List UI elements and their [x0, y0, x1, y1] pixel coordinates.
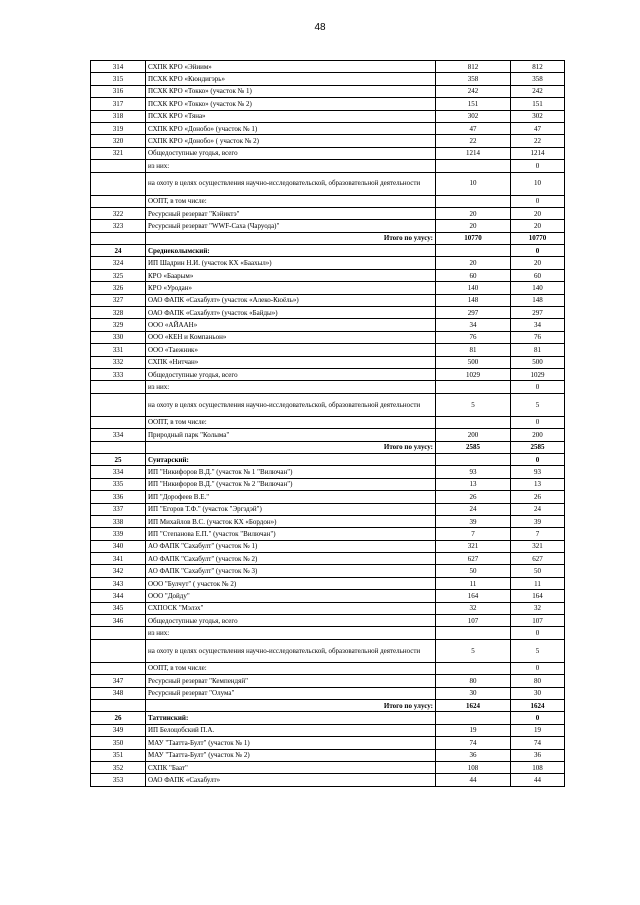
- row-number-cell: 331: [91, 344, 146, 356]
- name-cell: ООО «АЙААН»: [146, 319, 436, 331]
- value-b-cell: 34: [511, 319, 565, 331]
- row-number-cell: [91, 699, 146, 711]
- value-b-cell: 24: [511, 503, 565, 515]
- name-cell: СХПК КРО «Донобо» ( участок № 2): [146, 135, 436, 147]
- row-number-cell: 348: [91, 687, 146, 699]
- row-number-cell: [91, 662, 146, 674]
- value-b-cell: 302: [511, 110, 565, 122]
- row-number-cell: 332: [91, 356, 146, 368]
- table-row: [91, 577, 565, 589]
- value-a-cell: 140: [436, 282, 511, 294]
- value-b-cell: 0: [511, 627, 565, 639]
- value-b-cell: 81: [511, 344, 565, 356]
- value-a-cell: [436, 245, 511, 257]
- value-b-cell: 0: [511, 712, 565, 724]
- value-b-cell: 2585: [511, 441, 565, 453]
- value-b-cell: 26: [511, 491, 565, 503]
- value-a-cell: [436, 712, 511, 724]
- row-number-cell: 319: [91, 122, 146, 134]
- row-number-cell: [91, 441, 146, 453]
- name-cell: Таттинский:: [146, 712, 436, 724]
- name-cell: Общедоступные угодья, всего: [146, 368, 436, 380]
- table-row: [91, 331, 565, 343]
- value-a-cell: 20: [436, 220, 511, 232]
- row-number-cell: 325: [91, 269, 146, 281]
- row-number-cell: [91, 416, 146, 428]
- name-cell: ИП "Егоров Т.Ф." (участок "Эргэдэй"): [146, 503, 436, 515]
- value-a-cell: 164: [436, 590, 511, 602]
- table-row: [91, 515, 565, 527]
- row-number-cell: 321: [91, 147, 146, 159]
- table-row: [91, 478, 565, 490]
- name-cell: ИП "Никифоров В.Д." (участок № 2 "Вилючан"): [146, 478, 436, 490]
- value-b-cell: 74: [511, 737, 565, 749]
- value-a-cell: 108: [436, 761, 511, 773]
- name-cell: ООПТ, в том числе:: [146, 416, 436, 428]
- name-cell: Итого по улусу:: [146, 441, 436, 453]
- row-number-cell: 351: [91, 749, 146, 761]
- row-number-cell: 337: [91, 503, 146, 515]
- row-number-cell: 328: [91, 307, 146, 319]
- row-number-cell: 330: [91, 331, 146, 343]
- row-number-cell: 353: [91, 774, 146, 786]
- value-b-cell: 1029: [511, 368, 565, 380]
- table-row: [91, 393, 565, 416]
- value-a-cell: 200: [436, 429, 511, 441]
- value-a-cell: 1029: [436, 368, 511, 380]
- value-b-cell: 60: [511, 269, 565, 281]
- name-cell: Итого по улусу:: [146, 699, 436, 711]
- value-a-cell: 151: [436, 98, 511, 110]
- table-row: [91, 416, 565, 428]
- name-cell: КРО «Баарым»: [146, 269, 436, 281]
- value-b-cell: 10770: [511, 232, 565, 244]
- table-row: [91, 294, 565, 306]
- value-a-cell: 107: [436, 615, 511, 627]
- name-cell: ООО "Булчут" ( участок № 2): [146, 577, 436, 589]
- value-a-cell: 10: [436, 172, 511, 195]
- table-row: [91, 724, 565, 736]
- value-b-cell: 297: [511, 307, 565, 319]
- row-number-cell: 340: [91, 540, 146, 552]
- value-b-cell: 242: [511, 85, 565, 97]
- table-row: [91, 282, 565, 294]
- value-b-cell: 0: [511, 662, 565, 674]
- value-a-cell: 36: [436, 749, 511, 761]
- name-cell: из них:: [146, 160, 436, 172]
- row-number-cell: 345: [91, 602, 146, 614]
- value-b-cell: 93: [511, 466, 565, 478]
- name-cell: СХПК КРО «Эйиим»: [146, 61, 436, 73]
- table-row: [91, 602, 565, 614]
- value-b-cell: 10: [511, 172, 565, 195]
- value-a-cell: 5: [436, 393, 511, 416]
- value-b-cell: 30: [511, 687, 565, 699]
- value-a-cell: 11: [436, 577, 511, 589]
- value-b-cell: 200: [511, 429, 565, 441]
- value-b-cell: 140: [511, 282, 565, 294]
- value-a-cell: [436, 160, 511, 172]
- value-b-cell: 80: [511, 675, 565, 687]
- name-cell: Общедоступные угодья, всего: [146, 615, 436, 627]
- value-b-cell: 20: [511, 207, 565, 219]
- value-a-cell: 39: [436, 515, 511, 527]
- table-row: [91, 590, 565, 602]
- value-b-cell: 32: [511, 602, 565, 614]
- value-a-cell: 5: [436, 639, 511, 662]
- value-a-cell: 34: [436, 319, 511, 331]
- row-number-cell: 317: [91, 98, 146, 110]
- table-row: [91, 761, 565, 773]
- row-number-cell: 315: [91, 73, 146, 85]
- table-row: [91, 122, 565, 134]
- name-cell: ИП "Степанова Е.П." (участок "Вилючан"): [146, 528, 436, 540]
- name-cell: АО ФАПК "Сахабулт" (участок № 1): [146, 540, 436, 552]
- name-cell: Природный парк "Колыма": [146, 429, 436, 441]
- value-a-cell: 500: [436, 356, 511, 368]
- value-a-cell: 30: [436, 687, 511, 699]
- row-number-cell: 347: [91, 675, 146, 687]
- value-b-cell: 107: [511, 615, 565, 627]
- value-a-cell: 10770: [436, 232, 511, 244]
- name-cell: на охоту в целях осуществления научно-исследовательской, образовательной деятельности: [146, 639, 436, 662]
- value-b-cell: 13: [511, 478, 565, 490]
- hunting-grounds-table: [90, 60, 565, 787]
- name-cell: ИП Шадрин Н.И. (участок КХ «Баахыл»): [146, 257, 436, 269]
- value-a-cell: 47: [436, 122, 511, 134]
- row-number-cell: 327: [91, 294, 146, 306]
- row-number-cell: 346: [91, 615, 146, 627]
- row-number-cell: 349: [91, 724, 146, 736]
- value-a-cell: 148: [436, 294, 511, 306]
- value-b-cell: 0: [511, 195, 565, 207]
- row-number-cell: 333: [91, 368, 146, 380]
- value-b-cell: 76: [511, 331, 565, 343]
- table-row: [91, 368, 565, 380]
- row-number-cell: 322: [91, 207, 146, 219]
- row-number-cell: 336: [91, 491, 146, 503]
- name-cell: СХПК КРО «Донобо» (участок № 1): [146, 122, 436, 134]
- name-cell: КРО «Уродан»: [146, 282, 436, 294]
- table-row: [91, 491, 565, 503]
- row-number-cell: 335: [91, 478, 146, 490]
- table-row: [91, 503, 565, 515]
- value-a-cell: 74: [436, 737, 511, 749]
- value-b-cell: 321: [511, 540, 565, 552]
- row-number-cell: 26: [91, 712, 146, 724]
- table-row: [91, 307, 565, 319]
- table-row: [91, 61, 565, 73]
- name-cell: ООО «Таежник»: [146, 344, 436, 356]
- name-cell: ООПТ, в том числе:: [146, 662, 436, 674]
- value-b-cell: 20: [511, 220, 565, 232]
- value-b-cell: 1214: [511, 147, 565, 159]
- value-a-cell: 19: [436, 724, 511, 736]
- row-number-cell: [91, 627, 146, 639]
- value-b-cell: 5: [511, 393, 565, 416]
- row-number-cell: 344: [91, 590, 146, 602]
- name-cell: ООО «КЕН и Компаньон»: [146, 331, 436, 343]
- row-number-cell: 338: [91, 515, 146, 527]
- table-row: [91, 774, 565, 786]
- value-a-cell: 20: [436, 207, 511, 219]
- table-row: [91, 110, 565, 122]
- table-row: [91, 135, 565, 147]
- table-row: [91, 269, 565, 281]
- row-number-cell: 326: [91, 282, 146, 294]
- row-number-cell: 316: [91, 85, 146, 97]
- value-b-cell: 812: [511, 61, 565, 73]
- table-row: [91, 172, 565, 195]
- name-cell: ОАО ФАПК «Сахабулт» (участок «Байды»): [146, 307, 436, 319]
- value-a-cell: 812: [436, 61, 511, 73]
- row-number-cell: 25: [91, 453, 146, 465]
- value-a-cell: 13: [436, 478, 511, 490]
- table-row: [91, 207, 565, 219]
- value-b-cell: 0: [511, 160, 565, 172]
- table-row: [91, 553, 565, 565]
- row-number-cell: 24: [91, 245, 146, 257]
- table-row: [91, 356, 565, 368]
- name-cell: из них:: [146, 627, 436, 639]
- table-row: [91, 627, 565, 639]
- name-cell: из них:: [146, 381, 436, 393]
- value-a-cell: 297: [436, 307, 511, 319]
- value-b-cell: 5: [511, 639, 565, 662]
- row-number-cell: 329: [91, 319, 146, 331]
- value-a-cell: 7: [436, 528, 511, 540]
- name-cell: МАУ "Таатта-Булт" (участок № 2): [146, 749, 436, 761]
- value-a-cell: 44: [436, 774, 511, 786]
- name-cell: ОАО ФАПК «Сахабулт» (участок «Алеко-Кюёль»): [146, 294, 436, 306]
- name-cell: Ресурсный резерват "Олума": [146, 687, 436, 699]
- name-cell: ИП Михайлов В.С. (участок КХ «Бордон»): [146, 515, 436, 527]
- value-a-cell: [436, 627, 511, 639]
- table-row: [91, 466, 565, 478]
- name-cell: СХПОСК "Мэлэх": [146, 602, 436, 614]
- value-a-cell: 81: [436, 344, 511, 356]
- row-number-cell: [91, 393, 146, 416]
- row-number-cell: 352: [91, 761, 146, 773]
- table-body: [91, 61, 565, 787]
- row-number-cell: 343: [91, 577, 146, 589]
- value-b-cell: 19: [511, 724, 565, 736]
- name-cell: ООПТ, в том числе:: [146, 195, 436, 207]
- row-number-cell: 339: [91, 528, 146, 540]
- value-b-cell: 0: [511, 245, 565, 257]
- value-b-cell: 148: [511, 294, 565, 306]
- value-b-cell: 39: [511, 515, 565, 527]
- name-cell: Ресурсный резерват "WWF-Саха (Чаруода)": [146, 220, 436, 232]
- total-row: [91, 441, 565, 453]
- row-number-cell: 323: [91, 220, 146, 232]
- table-row: [91, 565, 565, 577]
- value-a-cell: [436, 195, 511, 207]
- row-number-cell: [91, 639, 146, 662]
- row-number-cell: 318: [91, 110, 146, 122]
- value-a-cell: 93: [436, 466, 511, 478]
- value-b-cell: 358: [511, 73, 565, 85]
- row-number-cell: 334: [91, 429, 146, 441]
- value-a-cell: 242: [436, 85, 511, 97]
- name-cell: Общедоступные угодья, всего: [146, 147, 436, 159]
- value-b-cell: 47: [511, 122, 565, 134]
- total-row: [91, 699, 565, 711]
- value-b-cell: 1624: [511, 699, 565, 711]
- value-a-cell: 321: [436, 540, 511, 552]
- row-number-cell: 324: [91, 257, 146, 269]
- value-b-cell: 108: [511, 761, 565, 773]
- name-cell: СХПК «Нитчан»: [146, 356, 436, 368]
- name-cell: ООО "Дойду": [146, 590, 436, 602]
- value-b-cell: 11: [511, 577, 565, 589]
- table-row: [91, 639, 565, 662]
- name-cell: МАУ "Таатта-Булт" (участок № 1): [146, 737, 436, 749]
- table-row: [91, 429, 565, 441]
- name-cell: на охоту в целях осуществления научно-исследовательской, образовательной деятельности: [146, 393, 436, 416]
- table-row: [91, 220, 565, 232]
- name-cell: Ресурсный резерват "Кемпендяй": [146, 675, 436, 687]
- row-number-cell: 341: [91, 553, 146, 565]
- name-cell: ПСХК КРО «Токко» (участок № 1): [146, 85, 436, 97]
- name-cell: АО ФАПК "Сахабулт" (участок № 2): [146, 553, 436, 565]
- name-cell: ПСХК КРО «Тяна»: [146, 110, 436, 122]
- name-cell: ИП Белоцобский П.А.: [146, 724, 436, 736]
- table-row: [91, 73, 565, 85]
- table-row: [91, 147, 565, 159]
- value-a-cell: 627: [436, 553, 511, 565]
- table-row: [91, 85, 565, 97]
- value-b-cell: 36: [511, 749, 565, 761]
- value-b-cell: 22: [511, 135, 565, 147]
- row-number-cell: 342: [91, 565, 146, 577]
- row-number-cell: 350: [91, 737, 146, 749]
- table-row: [91, 675, 565, 687]
- value-a-cell: [436, 416, 511, 428]
- value-b-cell: 164: [511, 590, 565, 602]
- table-row: [91, 319, 565, 331]
- value-a-cell: 50: [436, 565, 511, 577]
- section-row: [91, 453, 565, 465]
- value-b-cell: 50: [511, 565, 565, 577]
- value-a-cell: 2585: [436, 441, 511, 453]
- name-cell: на охоту в целях осуществления научно-исследовательской, образовательной деятельности: [146, 172, 436, 195]
- name-cell: Итого по улусу:: [146, 232, 436, 244]
- value-b-cell: 151: [511, 98, 565, 110]
- row-number-cell: 320: [91, 135, 146, 147]
- value-a-cell: 24: [436, 503, 511, 515]
- name-cell: ИП "Никифоров В.Д." (участок № 1 "Вилючан"): [146, 466, 436, 478]
- value-a-cell: 80: [436, 675, 511, 687]
- table-row: [91, 749, 565, 761]
- name-cell: СХПК "Баат": [146, 761, 436, 773]
- section-row: [91, 712, 565, 724]
- value-a-cell: 76: [436, 331, 511, 343]
- value-a-cell: [436, 662, 511, 674]
- value-a-cell: 32: [436, 602, 511, 614]
- value-a-cell: 302: [436, 110, 511, 122]
- row-number-cell: [91, 381, 146, 393]
- value-a-cell: 20: [436, 257, 511, 269]
- section-row: [91, 245, 565, 257]
- value-a-cell: 22: [436, 135, 511, 147]
- table-row: [91, 615, 565, 627]
- name-cell: ПСХК КРО «Кюндигэрь»: [146, 73, 436, 85]
- value-a-cell: 1624: [436, 699, 511, 711]
- row-number-cell: [91, 172, 146, 195]
- value-a-cell: 358: [436, 73, 511, 85]
- value-a-cell: 1214: [436, 147, 511, 159]
- value-b-cell: 7: [511, 528, 565, 540]
- row-number-cell: 314: [91, 61, 146, 73]
- table-row: [91, 344, 565, 356]
- value-b-cell: 0: [511, 416, 565, 428]
- table-row: [91, 98, 565, 110]
- name-cell: ПСХК КРО «Токко» (участок № 2): [146, 98, 436, 110]
- table-row: [91, 540, 565, 552]
- row-number-cell: [91, 232, 146, 244]
- table-row: [91, 687, 565, 699]
- table-row: [91, 662, 565, 674]
- row-number-cell: 334: [91, 466, 146, 478]
- value-a-cell: 26: [436, 491, 511, 503]
- value-b-cell: 44: [511, 774, 565, 786]
- value-b-cell: 0: [511, 381, 565, 393]
- value-a-cell: [436, 453, 511, 465]
- name-cell: ОАО ФАПК «Сахабулт»: [146, 774, 436, 786]
- page-number: 48: [314, 22, 326, 33]
- value-b-cell: 20: [511, 257, 565, 269]
- table-row: [91, 381, 565, 393]
- value-a-cell: [436, 381, 511, 393]
- table-row: [91, 737, 565, 749]
- value-a-cell: 60: [436, 269, 511, 281]
- name-cell: ИП "Дорофеев В.Е.": [146, 491, 436, 503]
- row-number-cell: [91, 160, 146, 172]
- value-b-cell: 627: [511, 553, 565, 565]
- name-cell: АО ФАПК "Сахабулт" (участок № 3): [146, 565, 436, 577]
- table-row: [91, 257, 565, 269]
- table-row: [91, 528, 565, 540]
- table-row: [91, 195, 565, 207]
- value-b-cell: 0: [511, 453, 565, 465]
- row-number-cell: [91, 195, 146, 207]
- name-cell: Ресурсный резерват "Кэйиктэ": [146, 207, 436, 219]
- name-cell: Сунтарский:: [146, 453, 436, 465]
- total-row: [91, 232, 565, 244]
- table-row: [91, 160, 565, 172]
- value-b-cell: 500: [511, 356, 565, 368]
- name-cell: Среднеколымский:: [146, 245, 436, 257]
